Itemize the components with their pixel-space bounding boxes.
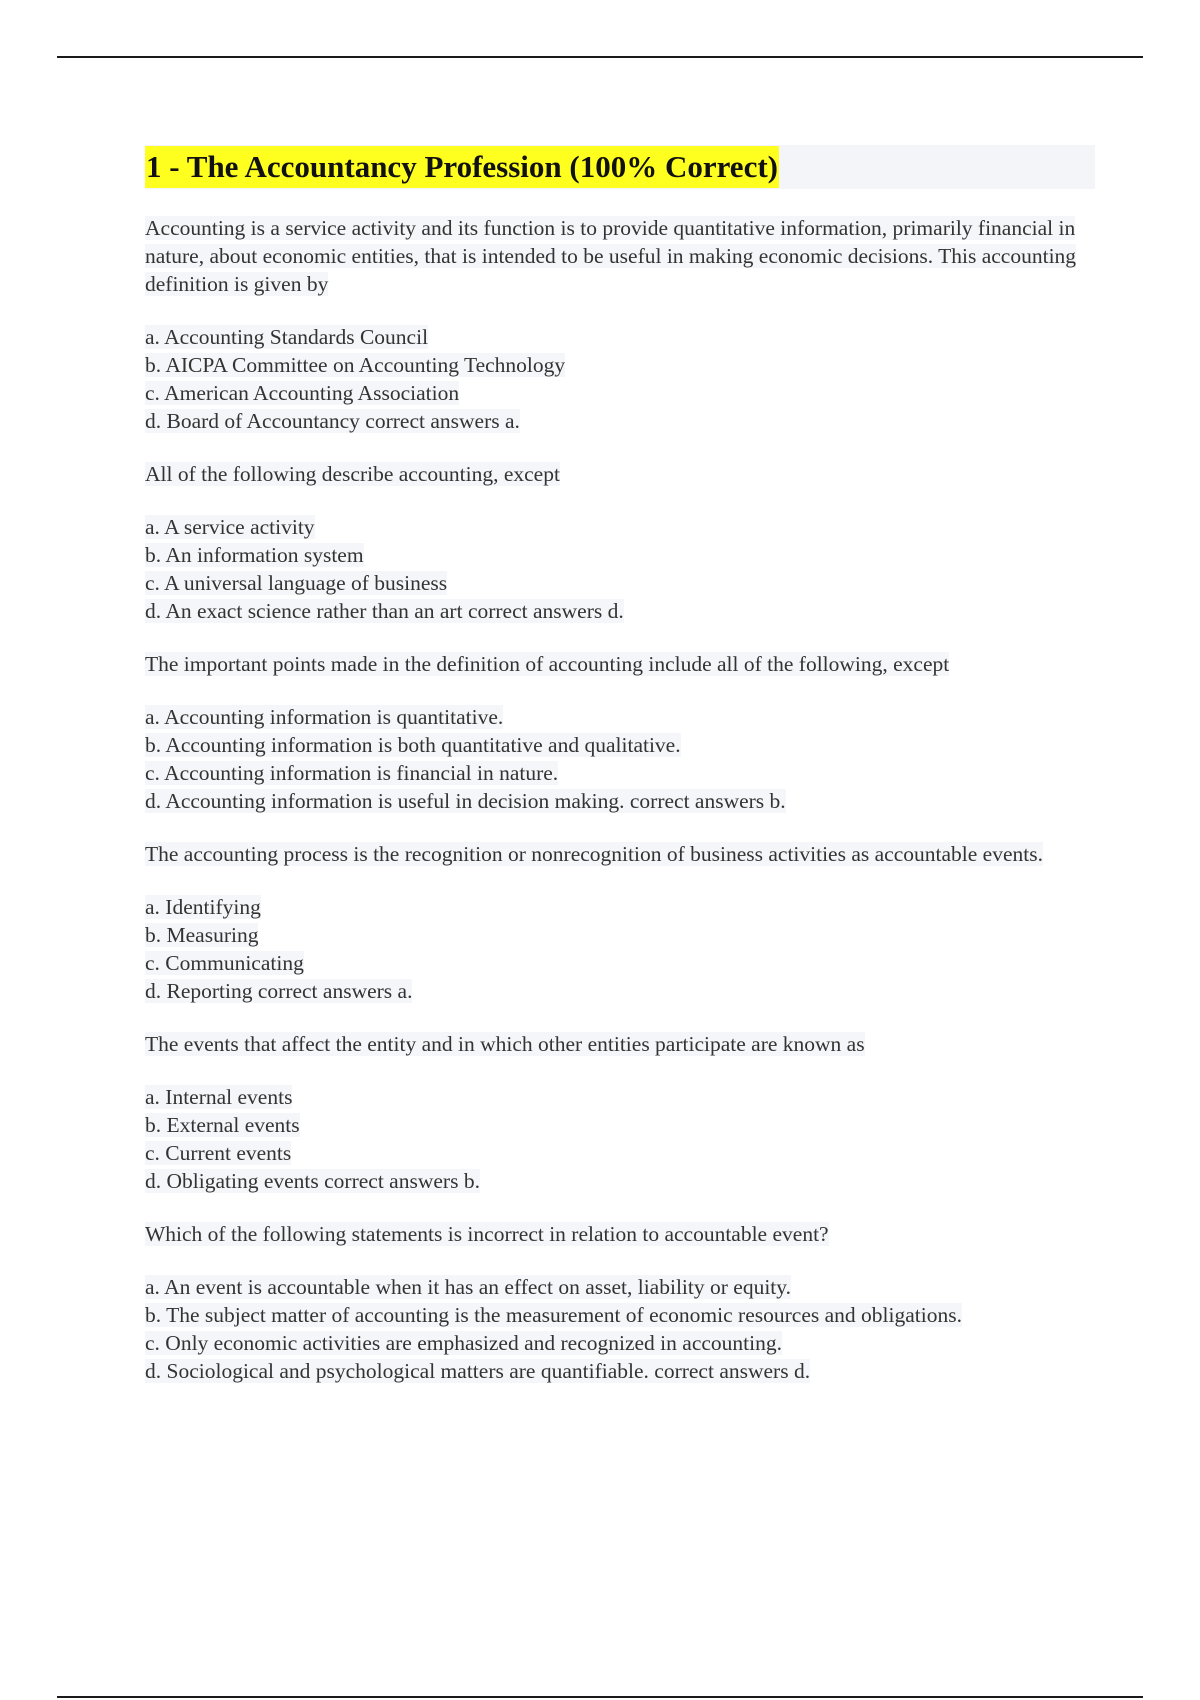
document-body: [145, 145, 1095, 1410]
option-item: c. A universal language of business: [145, 571, 448, 595]
option-list: [145, 703, 1095, 815]
option-item: b. The subject matter of accounting is the measurement of economic resources and obligations.: [145, 1303, 962, 1327]
option-item: c. Communicating: [145, 951, 304, 975]
option-item: d. An exact science rather than an art correct answers d.: [145, 599, 624, 623]
option-item: b. External events: [145, 1113, 300, 1137]
option-list: [145, 323, 1095, 435]
option-item: b. Accounting information is both quantitative and qualitative.: [145, 733, 681, 757]
top-rule: [57, 56, 1143, 58]
option-list: [145, 513, 1095, 625]
option-item: d. Accounting information is useful in decision making. correct answers b.: [145, 789, 786, 813]
option-item: a. A service activity: [145, 515, 315, 539]
option-item: a. Internal events: [145, 1085, 293, 1109]
question-text: The accounting process is the recognition or nonrecognition of business activities as accountable events.: [145, 842, 1043, 866]
option-list: [145, 1273, 1095, 1385]
option-item: d. Board of Accountancy correct answers a.: [145, 409, 520, 433]
option-item: c. Current events: [145, 1141, 292, 1165]
option-item: d. Reporting correct answers a.: [145, 979, 413, 1003]
option-item: a. Identifying: [145, 895, 261, 919]
title-bar: [145, 145, 1095, 189]
option-item: a. An event is accountable when it has an effect on asset, liability or equity.: [145, 1275, 791, 1299]
question-text: The important points made in the definition of accounting include all of the following, except: [145, 652, 950, 676]
option-item: d. Obligating events correct answers b.: [145, 1169, 480, 1193]
option-item: c. Accounting information is financial in nature.: [145, 761, 559, 785]
option-item: c. Only economic activities are emphasized and recognized in accounting.: [145, 1331, 782, 1355]
option-list: [145, 1083, 1095, 1195]
option-list: [145, 893, 1095, 1005]
option-item: b. AICPA Committee on Accounting Technology: [145, 353, 566, 377]
question-text: All of the following describe accounting, except: [145, 462, 560, 486]
document-title: 1 - The Accountancy Profession (100% Correct): [145, 146, 779, 188]
option-item: a. Accounting Standards Council: [145, 325, 429, 349]
question-text: The events that affect the entity and in which other entities participate are known as: [145, 1032, 865, 1056]
option-item: c. American Accounting Association: [145, 381, 460, 405]
bottom-rule: [57, 1696, 1143, 1698]
option-item: d. Sociological and psychological matters are quantifiable. correct answers d.: [145, 1359, 811, 1383]
question-text: Accounting is a service activity and its function is to provide quantitative information, primarily financial in nature, about economic entities, that is intended to be useful in making economic decisions. This accounting definition is given by: [145, 216, 1077, 296]
question-text: Which of the following statements is incorrect in relation to accountable event?: [145, 1222, 829, 1246]
option-item: a. Accounting information is quantitative.: [145, 705, 504, 729]
option-item: b. An information system: [145, 543, 364, 567]
option-item: b. Measuring: [145, 923, 259, 947]
